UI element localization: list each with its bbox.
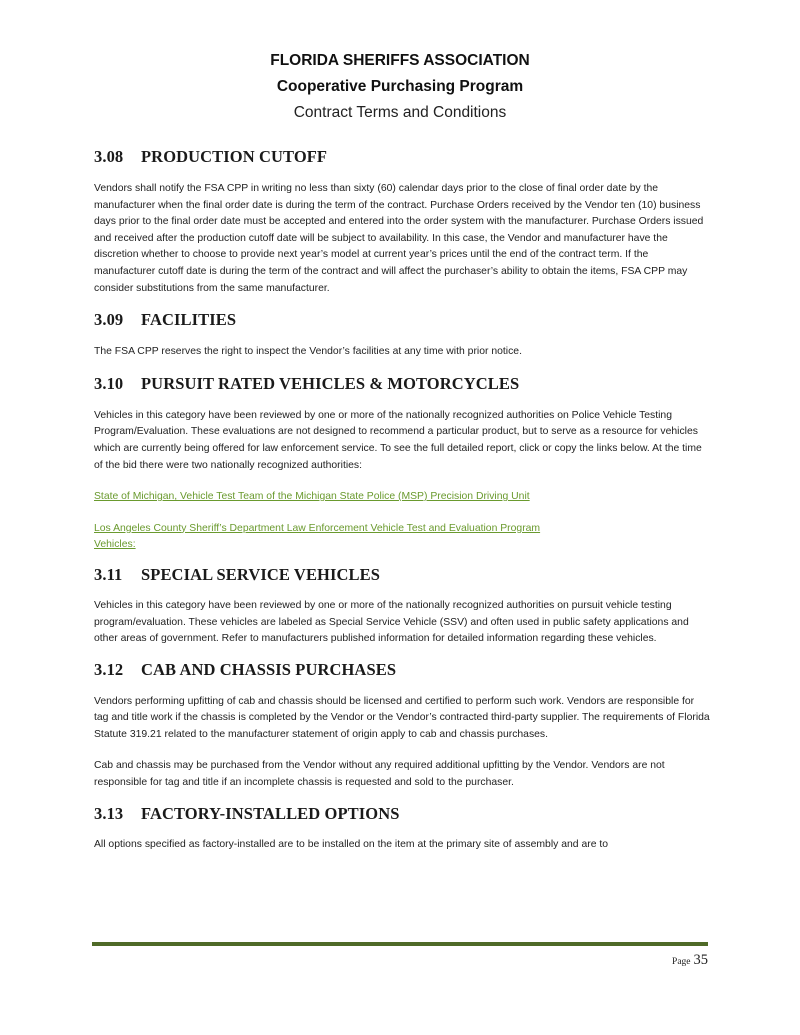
section-number: 3.13 bbox=[94, 803, 124, 823]
document-body bbox=[94, 146, 710, 853]
section-title-text: SPECIAL SERVICE VEHICLES bbox=[141, 564, 381, 584]
section-3-12 bbox=[94, 659, 710, 792]
section-3-10 bbox=[94, 373, 710, 554]
section-paragraph: Vehicles in this category have been reviewed by one or more of the nationally recognized authorities on Police Vehicle Testing Program/Evaluation. These evaluations are not designed to recommend a particular product, but to serve as a resource for vehicles which are currently being offered for law enforcement service. To see the full detailed report, click or copy the links below. At the time of the bid there were two nationally recognized authorities: bbox=[94, 409, 702, 471]
page-number-value: 35 bbox=[693, 952, 708, 968]
section-heading bbox=[94, 146, 710, 168]
document-header bbox=[0, 48, 800, 126]
section-number: 3.09 bbox=[94, 310, 124, 330]
section-heading bbox=[94, 659, 710, 681]
page-number bbox=[672, 951, 708, 969]
section-paragraph: Cab and chassis may be purchased from the Vendor without any required additional upfitting by the Vendor. Vendors are not responsible for tag and title if an incomplete chassis is requested and sold to the purchaser. bbox=[94, 760, 665, 789]
section-heading bbox=[94, 309, 710, 331]
section-3-13 bbox=[94, 803, 710, 854]
link-line: Los Angeles County Sheriff’s Department Law Enforcement Vehicle Test and Evaluation Program bbox=[94, 522, 541, 534]
link-line: Vehicles: bbox=[94, 539, 136, 551]
footer-divider bbox=[92, 942, 708, 946]
section-title-text: CAB AND CHASSIS PURCHASES bbox=[141, 659, 397, 679]
section-3-08 bbox=[94, 146, 710, 297]
page-label: Page bbox=[672, 957, 691, 967]
section-3-11 bbox=[94, 564, 710, 648]
section-number: 3.12 bbox=[94, 659, 124, 679]
document-subtitle: Contract Terms and Conditions bbox=[293, 104, 507, 121]
lasd-vehicle-test-link[interactable] bbox=[94, 521, 710, 554]
section-number: 3.11 bbox=[94, 564, 123, 584]
section-number: 3.08 bbox=[94, 147, 124, 166]
section-paragraph: The FSA CPP reserves the right to inspect the Vendor’s facilities at any time with prior notice. bbox=[94, 346, 522, 358]
section-3-09 bbox=[94, 309, 710, 361]
section-number: 3.10 bbox=[94, 373, 124, 393]
section-title-text: PRODUCTION CUTOFF bbox=[141, 147, 328, 166]
section-paragraph: All options specified as factory-installed are to be installed on the item at the primary site of assembly and are to bbox=[94, 838, 609, 850]
section-title-text: FACILITIES bbox=[141, 310, 237, 330]
organization-title: FLORIDA SHERIFFS ASSOCIATION bbox=[270, 52, 530, 69]
section-heading bbox=[94, 373, 710, 395]
section-heading bbox=[94, 564, 710, 586]
program-title: Cooperative Purchasing Program bbox=[276, 78, 524, 95]
msp-precision-driving-link[interactable]: State of Michigan, Vehicle Test Team of the Michigan State Police (MSP) Precision Driving Unit bbox=[94, 491, 530, 503]
section-paragraph: Vendors performing upfitting of cab and chassis should be licensed and certified to perform such work. Vendors are responsible for tag and title work if the chassis is completed by the Vendor or the Vendor’s contracted third-party supplier. The requirements of Florida Statute 319.21 related to the manufacturer statement of origin apply to cab and chassis purchases. bbox=[94, 695, 710, 740]
section-title-text: FACTORY-INSTALLED OPTIONS bbox=[141, 803, 400, 823]
section-paragraph: Vendors shall notify the FSA CPP in writing no less than sixty (60) calendar days prior to the close of final order date by the manufacturer when the final order date is during the term of the contract. Purchase Orders received by the Vendor ten (10) business days prior to the final order date must be accepted and entered into the order system with the manufacturer. Purchase Orders issued and received after the production cutoff date will be subject to availability. In this case, the Vendor and manufacturer have the discretion whether to choose to provide next year’s model at current year’s prices until the end of the contract term. If the manufacturer cutoff date is during the term of the contract and will affect the purchaser’s ability to obtain the items, FSA CPP may consider substitutions from the same manufacturer. bbox=[94, 183, 704, 294]
section-paragraph: Vehicles in this category have been reviewed by one or more of the nationally recognized authorities on pursuit vehicle testing program/evaluation. These vehicles are labeled as Special Service Vehicle (SSV) and often used in public safety applications and other areas of government. Refer to manufacturers published information for detailed information regarding these vehicles. bbox=[94, 599, 689, 645]
section-title-text: PURSUIT RATED VEHICLES & MOTORCYCLES bbox=[141, 373, 520, 393]
section-heading bbox=[94, 803, 710, 825]
